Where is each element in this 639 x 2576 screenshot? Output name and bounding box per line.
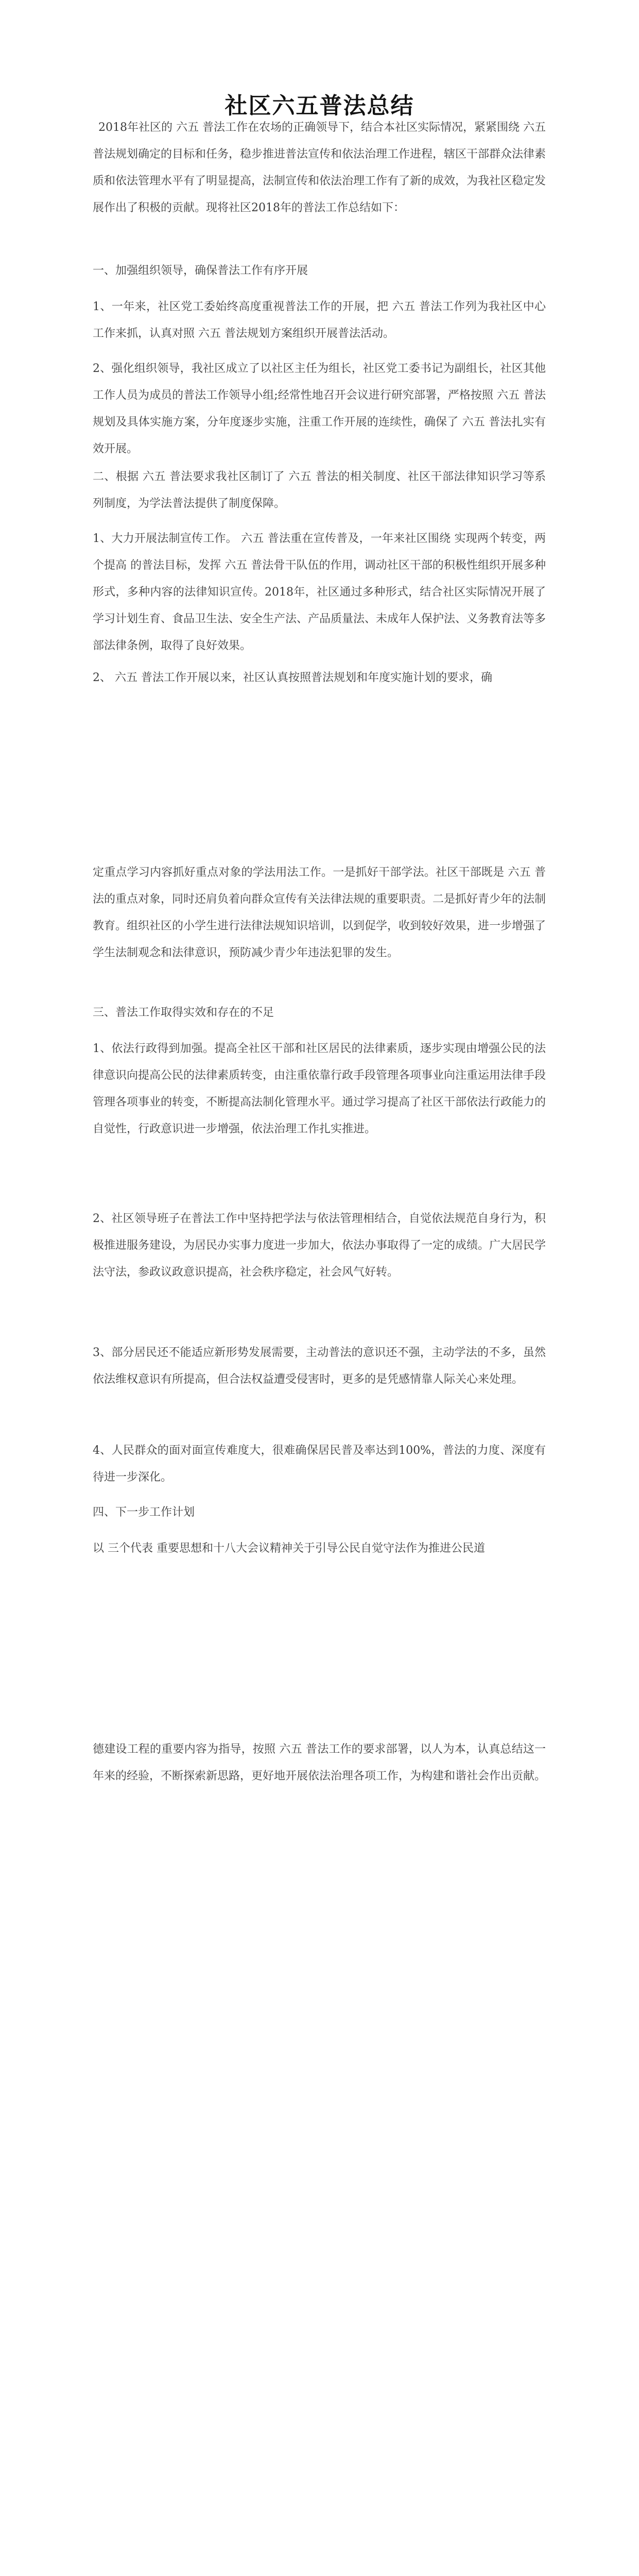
paragraph-2-2-continued: 定重点学习内容抓好重点对象的学法用法工作。一是抓好干部学法。社区干部既是 六五 普法的重点对象，同时还肩负着向群众宣传有关法律法规的重要职责。二是抓好青少年的法制教育。组织社区的小学生进行法律法规知识培训，以到促学，收到较好效果，进一步增强了学生法制观念和法律意识，预防减少青少年违法犯罪的发生。 (93, 866, 546, 959)
paragraph-3-1: 1、依法行政得到加强。提高全社区干部和社区居民的法律素质，逐步实现由增强公民的法律意识向提高公民的法律素质转变，由注重依靠行政手段管理各项事业向注重运用法律手段管理各项事业的转变，不断提高法制化管理水平。通过学习提高了社区干部依法行政能力的自觉性，行政意识进一步增强，依法治理工作扎实推进。 (93, 1042, 546, 1136)
paragraph-3-4: 4、人民群众的面对面宣传难度大，很难确保居民普及率达到100%，普法的力度、深度有待进一步深化。 (93, 1444, 546, 1484)
paragraph-4-continued: 德建设工程的重要内容为指导，按照 六五 普法工作的要求部署，以人为本，认真总结这一年来的经验，不断探索新思路，更好地开展依法治理各项工作，为构建和谐社会作出贡献。 (93, 1743, 546, 1783)
paragraph-2-1: 1、大力开展法制宣传工作。 六五 普法重在宣传普及，一年来社区围绕 实现两个转变，两个提高 的普法目标，发挥 六五 普法骨干队伍的作用，调动社区干部的积极性组织开展多种形式，多种内容的法律知识宣传。2018年，社区通过多种形式，结合社区实际情况开展了学习计划生育、食品卫生法、安全生产法、产品质量法、未成年人保护法、义务教育法等多部法律条例，取得了良好效果。 (93, 532, 546, 652)
paragraph-3-2: 2、社区领导班子在普法工作中坚持把学法与依法管理相结合，自觉依法规范自身行为，积极推进服务建设，为居民办实事力度进一步加大，依法办事取得了一定的成绩。广大居民学法守法，参政议政意识提高，社会秩序稳定，社会风气好转。 (93, 1212, 546, 1279)
paragraph-1-1: 1、一年来，社区党工委始终高度重视普法工作的开展，把 六五 普法工作列为我社区中心工作来抓，认真对照 六五 普法规划方案组织开展普法活动。 (93, 300, 546, 340)
section-heading-2: 二、根据 六五 普法要求我社区制订了 六五 普法的相关制度、社区干部法律知识学习等系列制度，为学法普法提供了制度保障。 (93, 470, 546, 510)
page-title: 社区六五普法总结 (224, 93, 415, 120)
paragraph-1-2: 2、强化组织领导，我社区成立了以社区主任为组长，社区党工委书记为副组长，社区其他工作人员为成员的普法工作领导小组;经常性地召开会议进行研究部署，严格按照 六五 普法规划及具体实施方案，分年度逐步实施，注重工作开展的连续性，确保了 六五 普法扎实有效开展。 (93, 362, 546, 455)
section-heading-3: 三、普法工作取得实效和存在的不足 (93, 1006, 274, 1019)
intro-paragraph: 2018年社区的 六五 普法工作在农场的正确领导下，结合本社区实际情况，紧紧围绕 六五 普法规划确定的目标和任务，稳步推进普法宣传和依法治理工作进程，辖区干部群众法律素质和依法管理水平有了明显提高，法制宣传和依法治理工作有了新的成效，为我社区稳定发展作出了积极的贡献。现将社区2018年的普法工作总结如下： (93, 121, 546, 214)
section-heading-4: 四、下一步工作计划 (93, 1506, 195, 1519)
section-heading-1: 一、加强组织领导，确保普法工作有序开展 (93, 264, 308, 277)
paragraph-3-3: 3、部分居民还不能适应新形势发展需要，主动普法的意识还不强，主动学法的不多，虽然依法维权意识有所提高，但合法权益遭受侵害时，更多的是凭感情靠人际关心来处理。 (93, 1346, 546, 1386)
paragraph-4-start: 以 三个代表 重要思想和十八大会议精神关于引导公民自觉守法作为推进公民道 (93, 1542, 485, 1555)
paragraph-2-2-start: 2、 六五 普法工作开展以来，社区认真按照普法规划和年度实施计划的要求，确 (93, 671, 492, 684)
